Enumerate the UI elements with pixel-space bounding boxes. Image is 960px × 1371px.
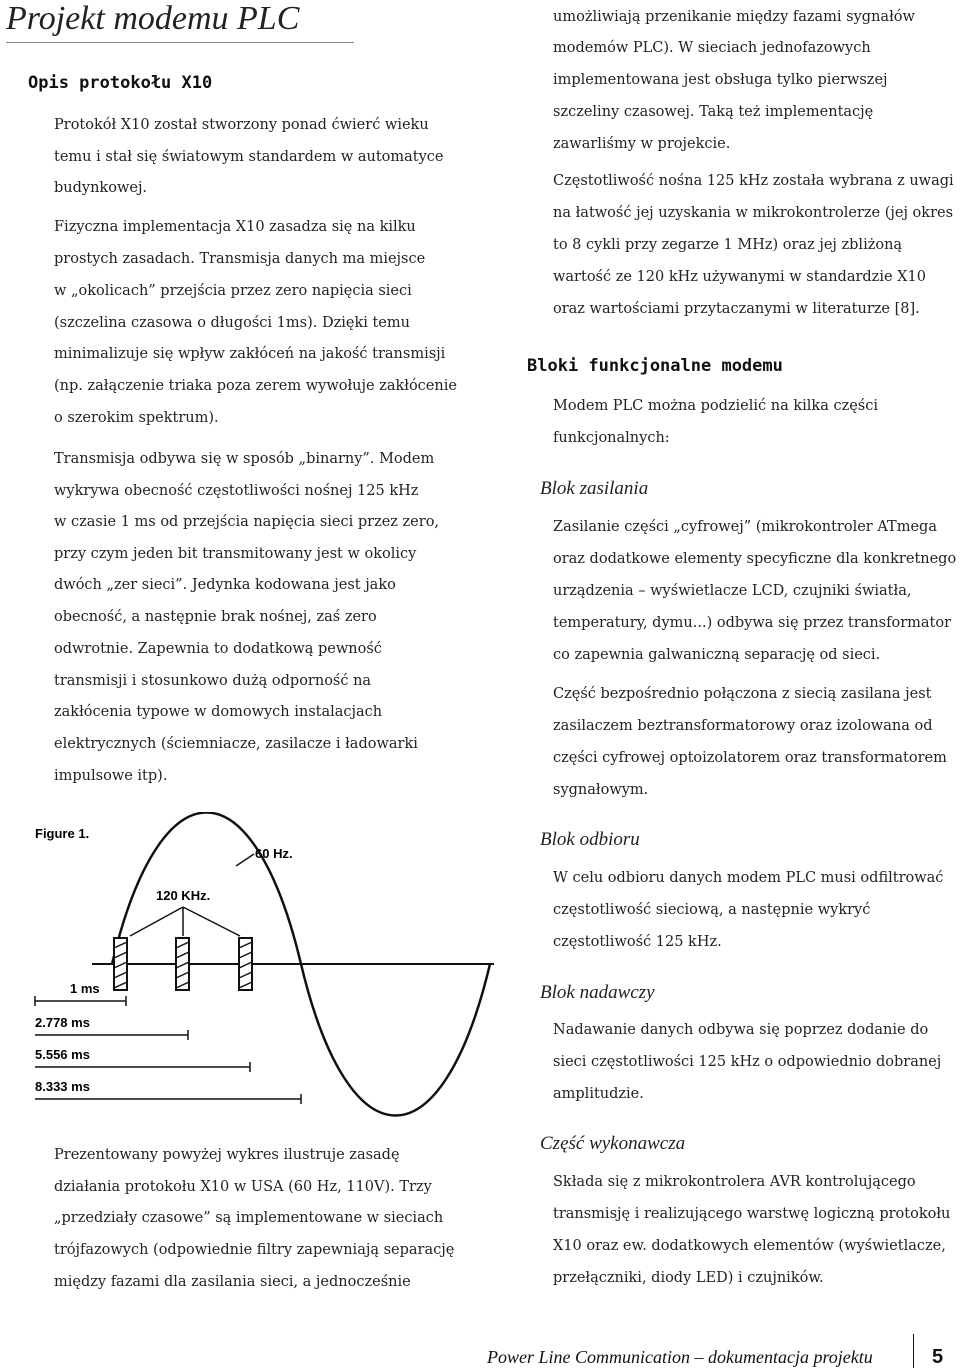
figure-label: Figure 1. [35, 826, 90, 841]
text-line: sygnałowym. [553, 782, 649, 798]
text-line: przy czym jeden bit transmitowany jest w okolicy [54, 546, 417, 562]
text-line: modemów PLC). W sieciach jednofazowych [553, 40, 871, 56]
text-line: „przedziały czasowe” są implementowane w sieciach [54, 1210, 444, 1226]
text-line: Zasilanie części „cyfrowej” (mikrokontroler ATmega [553, 519, 937, 535]
text-line: umożliwiają przenikanie między fazami sygnałów [553, 9, 915, 25]
text-line: o szerokim spektrum). [54, 410, 219, 426]
text-line: w „okolicach” przejścia przez zero napięcia sieci [54, 283, 412, 299]
label-120khz-leader [130, 907, 240, 936]
text-line: funkcjonalnych: [553, 430, 670, 446]
text-line: dwóch „zer sieci”. Jedynka kodowana jest jako [54, 577, 396, 593]
text-line: urządzenia – wyświetlacze LCD, czujniki światła, [553, 583, 912, 599]
carrier-burst [176, 938, 189, 990]
text-line: oraz wartościami przytaczanymi w literaturze [8]. [553, 301, 920, 317]
text-line: działania protokołu X10 w USA (60 Hz, 110V). Trzy [54, 1179, 432, 1195]
label-120khz: 120 KHz. [156, 888, 211, 903]
text-line: Częstotliwość nośna 125 kHz została wybrana z uwagi [553, 173, 954, 189]
carrier-burst [239, 938, 252, 990]
text-line: Składa się z mikrokontrolera AVR kontrolującego [553, 1174, 916, 1190]
timing-bar-8333ms [35, 1094, 301, 1104]
timing-label-1ms: 1 ms [70, 981, 100, 996]
text-line: przełączniki, diody LED) i czujników. [553, 1270, 824, 1286]
section-heading-blocks: Bloki funkcjonalne modemu [527, 356, 783, 376]
section-heading-x10: Opis protokołu X10 [28, 73, 213, 93]
text-line: Transmisja odbywa się w sposób „binarny”. Modem [54, 451, 435, 467]
footer-document-title: Power Line Communication – dokumentacja projektu [487, 1347, 873, 1367]
text-line: amplitudzie. [553, 1086, 644, 1102]
text-line: Prezentowany powyżej wykres ilustruje zasadę [54, 1147, 400, 1163]
page-number: 5 [932, 1346, 944, 1368]
text-line: minimalizuje się wpływ zakłóceń na jakość transmisji [54, 346, 446, 362]
title-divider [6, 42, 354, 43]
text-line: budynkowej. [54, 180, 148, 196]
text-line: temu i stał się światowym standardem w automatyce [54, 149, 444, 165]
text-line: sieci częstotliwości 125 kHz o odpowiednio dobranej [553, 1054, 942, 1070]
x10-timing-figure [28, 812, 498, 1122]
text-line: elektrycznych (ściemniacze, zasilacze i ładowarki [54, 736, 418, 752]
label-60hz-arrow [236, 854, 254, 866]
text-line: Modem PLC można podzielić na kilka części [553, 398, 878, 414]
page-title: Projekt modemu PLC [6, 0, 300, 37]
text-line: co zapewnia galwaniczną separację od sieci. [553, 647, 881, 663]
text-line: (szczelina czasowa o długości 1ms). Dzięki temu [54, 315, 410, 331]
subheading-power-block: Blok zasilania [540, 478, 649, 499]
text-line: implementowana jest obsługa tylko pierwszej [553, 72, 888, 88]
text-line: transmisję i realizującego warstwę logiczną protokołu [553, 1206, 951, 1222]
footer-separator [913, 1334, 914, 1368]
text-line: obecność, a następnie brak nośnej, zaś zero [54, 609, 377, 625]
text-line: temperatury, dymu...) odbywa się przez transformator [553, 615, 952, 631]
text-line: transmisji i stosunkowo dużą odporność na [54, 673, 372, 689]
text-line: oraz dodatkowe elementy specyficzne dla konkretnego [553, 551, 957, 567]
text-line: to 8 cykli przy zegarze 1 MHz) oraz jej zbliżoną [553, 237, 903, 253]
text-line: częstotliwość sieciową, a następnie wykryć [553, 902, 871, 918]
text-line: w czasie 1 ms od przejścia napięcia sieci przez zero, [54, 514, 440, 530]
text-line: szczeliny czasowej. Taką też implementację [553, 104, 874, 120]
label-60hz: 60 Hz. [255, 846, 293, 861]
text-line: trójfazowych (odpowiednie filtry zapewniają separację [54, 1242, 455, 1258]
text-line: części cyfrowej optoizolatorem oraz transformatorem [553, 750, 947, 766]
timing-bar-2778ms [35, 1030, 188, 1040]
text-line: Fizyczna implementacja X10 zasadza się na kilku [54, 219, 416, 235]
text-line: Nadawanie danych odbywa się poprzez dodanie do [553, 1022, 929, 1038]
timing-label-5556ms: 5.556 ms [35, 1047, 90, 1062]
text-line: odwrotnie. Zapewnia to dodatkową pewność [54, 641, 382, 657]
timing-label-8333ms: 8.333 ms [35, 1079, 90, 1094]
text-line: zasilaczem beztransformatorowy oraz izolowana od [553, 718, 933, 734]
text-line: wartość ze 120 kHz używanymi w standardzie X10 [553, 269, 926, 285]
text-line: X10 oraz ew. dodatkowych elementów (wyświetlacze, [553, 1238, 946, 1254]
text-line: wykrywa obecność częstotliwości nośnej 125 kHz [54, 483, 419, 499]
text-line: impulsowe itp). [54, 768, 168, 784]
timing-bar-1ms [35, 996, 126, 1006]
text-line: zawarliśmy w projekcie. [553, 136, 731, 152]
subheading-transmit-block: Blok nadawczy [540, 982, 655, 1003]
text-line: Protokół X10 został stworzony ponad ćwierć wieku [54, 117, 429, 133]
subheading-executive-part: Część wykonawcza [540, 1133, 686, 1154]
text-line: (np. załączenie triaka poza zerem wywołuje zakłócenie [54, 378, 457, 394]
timing-label-2778ms: 2.778 ms [35, 1015, 90, 1030]
text-line: prostych zasadach. Transmisja danych ma miejsce [54, 251, 426, 267]
timing-bar-5556ms [35, 1062, 250, 1072]
text-line: Część bezpośrednio połączona z siecią zasilana jest [553, 686, 932, 702]
carrier-burst [114, 938, 127, 990]
text-line: częstotliwość 125 kHz. [553, 934, 722, 950]
text-line: na łatwość jej uzyskania w mikrokontrolerze (jej okres [553, 205, 954, 221]
subheading-receive-block: Blok odbioru [540, 829, 640, 850]
text-line: zakłócenia typowe w domowych instalacjach [54, 704, 383, 720]
text-line: między fazami dla zasilania sieci, a jednocześnie [54, 1274, 411, 1290]
text-line: W celu odbioru danych modem PLC musi odfiltrować [553, 870, 944, 886]
